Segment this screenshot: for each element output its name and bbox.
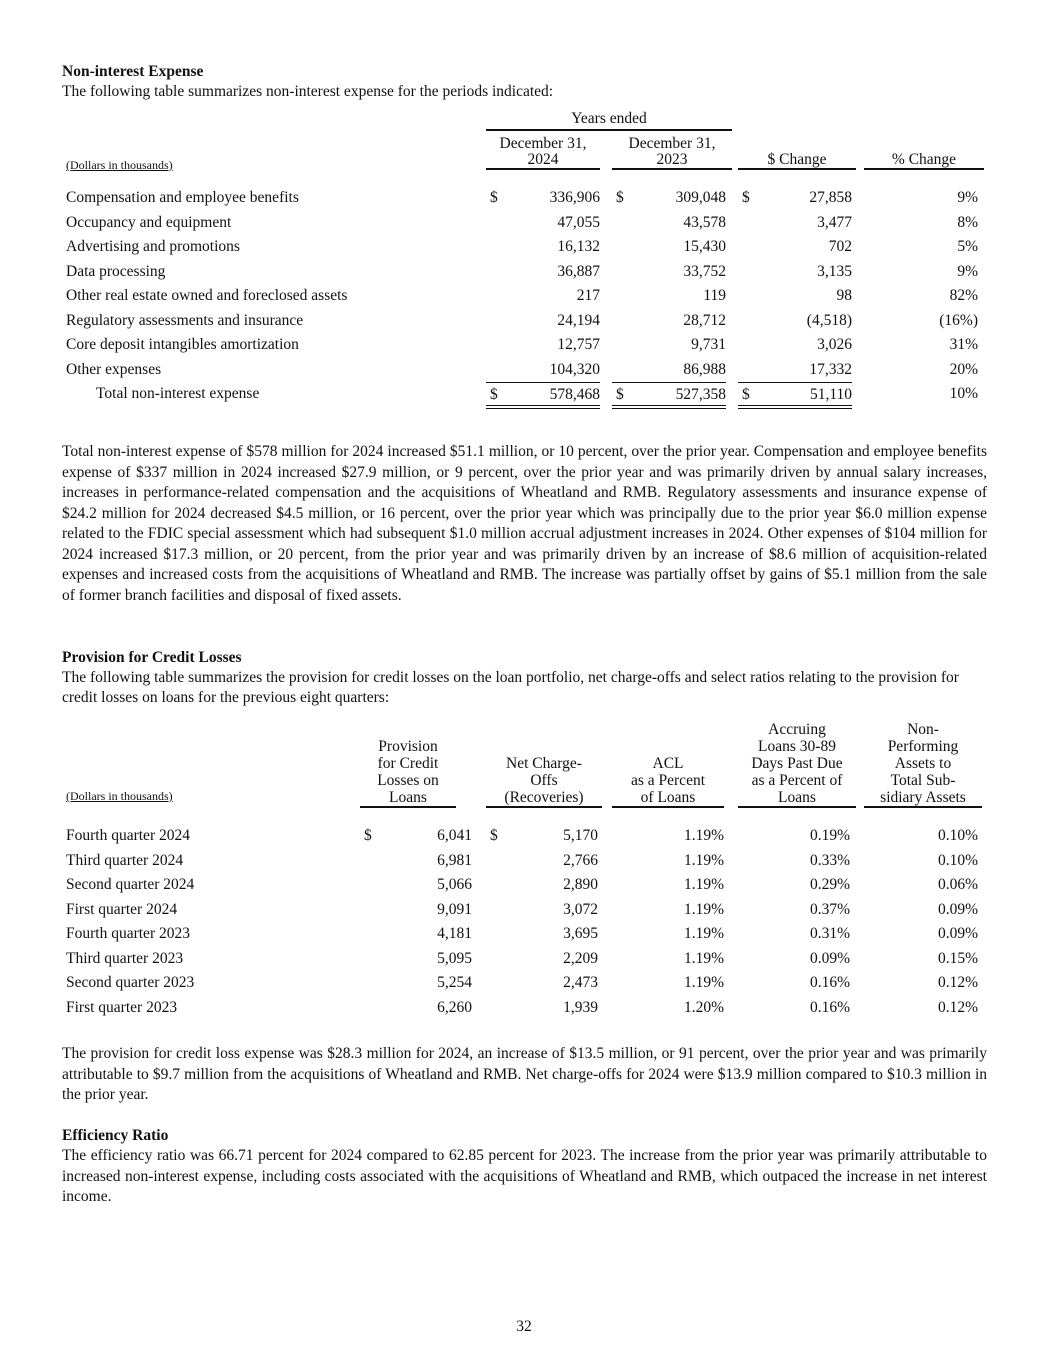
- column-header: [738, 721, 856, 808]
- cell-y2023: [612, 260, 726, 284]
- cell-provision: [360, 971, 472, 995]
- cell-y2024: [486, 333, 600, 357]
- row-label: Compensation and employee benefits: [66, 189, 299, 206]
- cell-accruing: [738, 873, 850, 897]
- row-label: Third quarter 2024: [66, 851, 184, 869]
- cell-pct: 82%: [949, 287, 978, 304]
- cell-y2023: [612, 284, 726, 308]
- header-line: Loans 30-89: [758, 738, 836, 755]
- header-line: Loans: [389, 789, 427, 806]
- cell-npa: [864, 873, 978, 897]
- cell-acl: [612, 922, 724, 946]
- column-header: [612, 755, 724, 808]
- cell-nco: [486, 873, 598, 897]
- row-label: Other expenses: [66, 360, 162, 378]
- cell-change: [738, 235, 852, 259]
- cell-change: [738, 284, 852, 308]
- cell-value: 0.19%: [809, 827, 850, 844]
- cell-value: 0.37%: [809, 900, 850, 918]
- currency-symbol: $: [490, 189, 498, 206]
- cell-npa: [864, 947, 978, 971]
- cell-value: 33,752: [683, 262, 726, 280]
- cell-value: 2,209: [563, 949, 598, 967]
- column-header: [864, 721, 982, 808]
- cell-y2024: [486, 309, 600, 333]
- cell-value: 3,026: [817, 336, 852, 353]
- header-dollar-change: $ Change: [738, 152, 856, 170]
- cell-value: 309,048: [675, 189, 726, 206]
- cell-accruing: [738, 971, 850, 995]
- table-row: [62, 824, 987, 848]
- row-label: First quarter 2024: [66, 900, 178, 918]
- cell-value: 1.19%: [683, 876, 724, 893]
- page-number: 32: [516, 1318, 532, 1335]
- cell-value: 1.19%: [683, 851, 724, 869]
- cell-y2023: [612, 186, 726, 210]
- cell-acl: [612, 947, 724, 971]
- cell-value: 4,181: [437, 925, 472, 942]
- table-row: [62, 358, 987, 382]
- cell-value: 12,757: [557, 336, 600, 353]
- header-percent-change: % Change: [864, 152, 984, 170]
- cell-value: 28,712: [683, 311, 726, 329]
- cell-provision: [360, 947, 472, 971]
- row-label: Third quarter 2023: [66, 949, 184, 967]
- cell-value: 6,041: [437, 827, 472, 844]
- cell-value: 104,320: [549, 360, 600, 378]
- cell-value: 0.09%: [937, 925, 978, 942]
- cell-nco: [486, 824, 598, 848]
- header-line: 2023: [656, 151, 688, 168]
- cell-y2023: [612, 358, 726, 382]
- efficiency-ratio-paragraph: The efficiency ratio was 66.71 percent for 2024 compared to 62.85 percent for 2023. The increase from the prior year was primarily attributable to increased non-interest expense, including costs associated with the acquisitions of Wheatland and RMB, which outpaced the increase in net interest income.: [62, 1147, 987, 1205]
- currency-symbol: $: [616, 189, 624, 206]
- header-line: for Credit: [377, 755, 439, 772]
- cell-pct: (16%): [939, 311, 978, 329]
- row-label: Core deposit intangibles amortization: [66, 336, 299, 353]
- row-label: Total non-interest expense: [96, 385, 260, 402]
- section-heading-efficiency-ratio: Efficiency Ratio: [62, 1127, 169, 1144]
- cell-accruing: [738, 922, 850, 946]
- cell-provision: [360, 996, 472, 1020]
- cell-value: 5,254: [437, 974, 472, 991]
- cell-nco: [486, 922, 598, 946]
- header-line: Performing: [887, 738, 959, 755]
- column-header: [360, 738, 456, 808]
- cell-pct: 20%: [949, 360, 978, 378]
- cell-value: 9,091: [437, 900, 472, 918]
- cell-value: 2,890: [563, 876, 598, 893]
- cell-provision: [360, 824, 472, 848]
- cell-npa: [864, 996, 978, 1020]
- currency-symbol: $: [490, 386, 498, 403]
- cell-nco: [486, 971, 598, 995]
- cell-npa: [864, 824, 978, 848]
- currency-symbol: $: [490, 827, 498, 844]
- cell-value: 1.19%: [683, 974, 724, 991]
- cell-value: 702: [828, 238, 852, 255]
- cell-value: 0.33%: [809, 851, 850, 869]
- cell-accruing: [738, 849, 850, 873]
- cell-value: 336,906: [549, 189, 600, 206]
- table-row: [62, 898, 987, 922]
- header-dec-2023: [612, 136, 732, 170]
- cell-value: 0.10%: [937, 827, 978, 844]
- cell-nco: [486, 849, 598, 873]
- table-row: [62, 284, 987, 308]
- header-line: 2024: [527, 151, 559, 168]
- cell-nco: [486, 947, 598, 971]
- cell-acl: [612, 824, 724, 848]
- cell-value: 51,110: [809, 386, 852, 403]
- cell-npa: [864, 922, 978, 946]
- header-line: Days Past Due: [751, 755, 843, 772]
- cell-acl: [612, 873, 724, 897]
- cell-value: 5,170: [563, 827, 598, 844]
- cell-change: [738, 333, 852, 357]
- non-interest-expense-paragraph: Total non-interest expense of $578 million for 2024 increased $51.1 million, or 10 percent, over the prior year. Compensation and employee benefits expense of $337 million in 2024 increased $27.9 million, or 9 percent, over the prior year and was primarily driven by annual salary increases, increases in performance-related compensation and the acquisitions of Wheatland and RMB. Regulatory assessments and insurance expense of $24.2 million for 2024 decreased $4.5 million, or 16 percent, over the prior year which was principally due to the prior year $6.0 million expense related to the FDIC special assessment which had subsequent $1.0 million accrual adjustment increases in 2024. Other expenses of $104 million for 2024 increased $17.3 million, or 20 percent, from the prior year and was primarily driven by an increase of $8.6 million of acquisition-related expenses and increased costs from the acquisitions of Wheatland and RMB. The increase was partially offset by gains of $5.1 million from the sale of former branch facilities and disposal of fixed assets.: [62, 443, 987, 604]
- currency-symbol: $: [742, 386, 750, 403]
- section-intro-provision: The following table summarizes the provision for credit losses on the loan portfolio, net charge-offs and select ratios relating to the provision for credit losses on loans for the previous eight quarters:: [62, 669, 959, 706]
- row-label: Fourth quarter 2023: [66, 925, 190, 942]
- cell-value: 0.06%: [937, 876, 978, 893]
- cell-value: 9,731: [691, 336, 726, 353]
- cell-y2023: [612, 382, 726, 409]
- table-row: [62, 260, 987, 284]
- provision-paragraph: The provision for credit loss expense was $28.3 million for 2024, an increase of $13.5 million, or 91 percent, over the prior year and was primarily attributable to $9.7 million from the acquisitions of Wheatland and RMB. Net charge-offs for 2024 were $13.9 million compared to $10.3 million in the prior year.: [62, 1045, 987, 1103]
- cell-value: 0.31%: [809, 925, 850, 942]
- cell-value: 1.20%: [683, 998, 724, 1016]
- header-line: sidiary Assets: [880, 789, 966, 806]
- header-line: of Loans: [640, 789, 696, 806]
- cell-y2024: [486, 358, 600, 382]
- table-row: [62, 849, 987, 873]
- cell-value: 217: [576, 287, 600, 304]
- cell-value: 3,135: [817, 262, 852, 280]
- cell-value: 0.10%: [937, 851, 978, 869]
- table-total-row: [62, 382, 987, 406]
- cell-value: 36,887: [557, 262, 600, 280]
- column-header: [486, 755, 602, 808]
- cell-value: 5,095: [437, 949, 472, 967]
- header-dec-2024: [486, 136, 600, 170]
- cell-pct: 9%: [957, 262, 978, 280]
- cell-value: 98: [836, 287, 852, 304]
- row-label: Fourth quarter 2024: [66, 827, 190, 844]
- row-label: Second quarter 2024: [66, 876, 195, 893]
- cell-value: 2,766: [563, 851, 598, 869]
- cell-pct: 8%: [957, 213, 978, 231]
- units-label: (Dollars in thousands): [66, 158, 173, 172]
- header-line: as a Percent: [630, 772, 706, 789]
- header-line: Losses on: [377, 772, 439, 789]
- header-years-ended: Years ended: [486, 110, 732, 131]
- table-row: [62, 333, 987, 357]
- cell-provision: [360, 922, 472, 946]
- header-line: Assets to: [894, 755, 952, 772]
- cell-pct: 10%: [949, 385, 978, 402]
- section-heading-provision: Provision for Credit Losses: [62, 649, 242, 666]
- cell-value: 16,132: [557, 238, 600, 255]
- cell-provision: [360, 849, 472, 873]
- cell-provision: [360, 873, 472, 897]
- document-page: [62, 62, 987, 1205]
- cell-npa: [864, 898, 978, 922]
- cell-provision: [360, 898, 472, 922]
- cell-y2023: [612, 211, 726, 235]
- cell-value: 47,055: [557, 213, 600, 231]
- cell-value: 0.16%: [809, 998, 850, 1016]
- table-row: [62, 309, 987, 333]
- header-line: December 31,: [628, 135, 716, 152]
- header-line: ACL: [652, 755, 684, 772]
- cell-value: 24,194: [557, 311, 600, 329]
- cell-value: 86,988: [683, 360, 726, 378]
- cell-y2024: [486, 235, 600, 259]
- cell-change: [738, 309, 852, 333]
- header-line: as a Percent of: [751, 772, 843, 789]
- table-row: [62, 947, 987, 971]
- cell-y2024: [486, 284, 600, 308]
- cell-value: 3,072: [563, 900, 598, 918]
- table-row: [62, 186, 987, 210]
- cell-pct: 9%: [957, 189, 978, 206]
- row-label: Second quarter 2023: [66, 974, 195, 991]
- cell-acl: [612, 996, 724, 1020]
- header-line: December 31,: [499, 135, 587, 152]
- header-line: Total Sub-: [890, 772, 956, 789]
- cell-npa: [864, 971, 978, 995]
- table-row: [62, 971, 987, 995]
- cell-accruing: [738, 898, 850, 922]
- row-label: Data processing: [66, 262, 166, 280]
- currency-symbol: $: [616, 386, 624, 403]
- cell-value: 1.19%: [683, 949, 724, 967]
- cell-value: 0.29%: [809, 876, 850, 893]
- cell-value: 527,358: [675, 386, 726, 403]
- cell-y2023: [612, 309, 726, 333]
- table-row: [62, 235, 987, 259]
- cell-value: 0.15%: [937, 949, 978, 967]
- cell-change: [738, 186, 852, 210]
- cell-change: [738, 260, 852, 284]
- cell-y2024: [486, 260, 600, 284]
- row-label: First quarter 2023: [66, 998, 178, 1016]
- cell-value: 578,468: [549, 386, 600, 403]
- cell-value: 1,939: [563, 998, 598, 1016]
- header-line: Accruing: [768, 721, 826, 738]
- cell-value: 1.19%: [683, 925, 724, 942]
- row-label: Other real estate owned and foreclosed assets: [66, 287, 348, 304]
- cell-value: 1.19%: [683, 827, 724, 844]
- cell-change: [738, 382, 852, 409]
- cell-value: 15,430: [683, 238, 726, 255]
- section-intro: The following table summarizes non-interest expense for the periods indicated:: [62, 83, 554, 100]
- table-row: [62, 922, 987, 946]
- row-label: Occupancy and equipment: [66, 213, 232, 231]
- cell-value: 119: [703, 287, 726, 304]
- units-label: (Dollars in thousands): [66, 789, 173, 803]
- section-heading-non-interest-expense: Non-interest Expense: [62, 63, 204, 80]
- cell-y2023: [612, 235, 726, 259]
- header-line: Net Charge-: [506, 755, 582, 772]
- header-line: Offs: [530, 772, 558, 789]
- cell-value: 3,477: [817, 213, 852, 231]
- table-row: [62, 211, 987, 235]
- cell-npa: [864, 849, 978, 873]
- cell-acl: [612, 898, 724, 922]
- header-line: Non-: [907, 721, 939, 738]
- cell-value: 5,066: [437, 876, 472, 893]
- cell-change: [738, 358, 852, 382]
- cell-value: 43,578: [683, 213, 726, 231]
- cell-acl: [612, 849, 724, 873]
- cell-y2024: [486, 382, 600, 409]
- cell-nco: [486, 996, 598, 1020]
- cell-value: 27,858: [809, 189, 852, 206]
- cell-accruing: [738, 824, 850, 848]
- cell-change: [738, 211, 852, 235]
- header-line: Loans: [778, 789, 816, 806]
- cell-nco: [486, 898, 598, 922]
- cell-pct: 5%: [957, 238, 978, 255]
- table-row: [62, 996, 987, 1020]
- currency-symbol: $: [364, 827, 372, 844]
- cell-value: 2,473: [563, 974, 598, 991]
- cell-pct: 31%: [949, 336, 978, 353]
- cell-value: 3,695: [563, 925, 598, 942]
- cell-value: 0.09%: [937, 900, 978, 918]
- cell-y2024: [486, 211, 600, 235]
- row-label: Regulatory assessments and insurance: [66, 311, 304, 329]
- cell-y2024: [486, 186, 600, 210]
- cell-value: 17,332: [809, 360, 852, 378]
- cell-value: 1.19%: [683, 900, 724, 918]
- header-line: Provision: [378, 738, 438, 755]
- cell-value: 0.12%: [937, 974, 978, 991]
- currency-symbol: $: [742, 189, 750, 206]
- cell-acl: [612, 971, 724, 995]
- cell-accruing: [738, 947, 850, 971]
- cell-value: 6,260: [437, 998, 472, 1016]
- cell-value: 0.16%: [809, 974, 850, 991]
- cell-value: 6,981: [437, 851, 472, 869]
- cell-value: (4,518): [806, 311, 852, 329]
- row-label: Advertising and promotions: [66, 238, 240, 255]
- cell-accruing: [738, 996, 850, 1020]
- cell-value: 0.09%: [809, 949, 850, 967]
- header-line: (Recoveries): [504, 789, 584, 806]
- table-row: [62, 873, 987, 897]
- cell-value: 0.12%: [937, 998, 978, 1016]
- cell-y2023: [612, 333, 726, 357]
